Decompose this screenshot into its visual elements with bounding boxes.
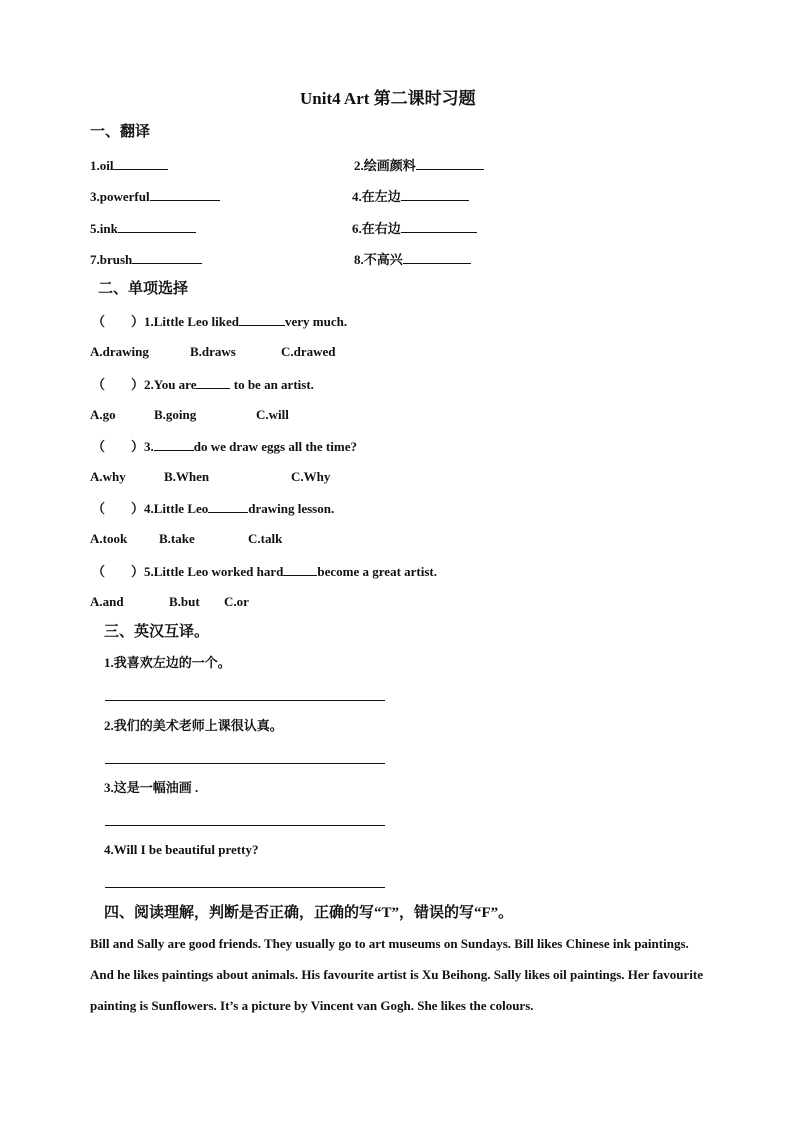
translation-item-label: 5.ink	[90, 221, 118, 236]
choice-option[interactable]: A.go	[90, 407, 116, 422]
answer-blank[interactable]	[150, 189, 220, 201]
translation-item-label: 2.绘画颜料	[354, 158, 416, 173]
worksheet-title: Unit4 Art 第二课时习题	[300, 89, 476, 108]
choice-question	[92, 564, 437, 578]
choice-option[interactable]: A.drawing	[90, 344, 149, 359]
translation-item-label: 8.不高兴	[354, 252, 403, 267]
choice-option[interactable]: B.take	[159, 531, 195, 546]
translation-item-label: 4.在左边	[352, 189, 401, 204]
reading-passage: Bill and Sally are good friends. They usually go to art museums on Sundays. Bill likes Chinese ink paintings. And he likes paintings about animals. His favourite artist is Xu Beihong. Sally likes oil paintings. Her favourite painting is Sunflowers. It’s a picture by Vincent van Gogh. She likes the colours.	[90, 936, 704, 1013]
answer-line[interactable]	[105, 825, 385, 826]
answer-blank[interactable]	[401, 221, 477, 233]
choice-option[interactable]: A.took	[90, 531, 128, 546]
choice-option[interactable]: A.why	[90, 469, 126, 484]
translation-item-label: 7.brush	[90, 252, 133, 267]
choice-question	[92, 501, 334, 515]
answer-blank[interactable]	[154, 439, 194, 451]
translation-item-label: 1.oil	[90, 158, 114, 173]
choice-question	[92, 377, 314, 391]
choice-option[interactable]: A.and	[90, 594, 124, 609]
answer-blank[interactable]	[132, 252, 202, 264]
answer-blank[interactable]	[239, 314, 285, 326]
answer-blank[interactable]	[113, 158, 168, 170]
choice-option[interactable]: B.going	[154, 407, 197, 422]
translation-item-label: 3.powerful	[90, 189, 150, 204]
question-text: （ ）5.Little Leo worked hard	[92, 564, 284, 579]
choice-option[interactable]: B.but	[169, 594, 200, 609]
question-text: （ ）2.You are	[92, 377, 197, 392]
answer-blank[interactable]	[196, 377, 230, 389]
question-text: do we draw eggs all the time?	[193, 439, 357, 454]
section-heading-reading: 四、阅读理解，判断是否正确，正确的写“T”，错误的写“F”。	[104, 905, 514, 921]
choice-option[interactable]: C.Why	[291, 469, 331, 484]
section-heading-translation-sentences: 三、英汉互译。	[104, 624, 210, 640]
answer-blank[interactable]	[118, 221, 196, 233]
question-text: （ ）3.	[92, 439, 154, 454]
translation-item-label: 6.在右边	[352, 221, 401, 236]
choice-question	[92, 314, 347, 328]
question-text: （ ）1.Little Leo liked	[92, 314, 239, 329]
choice-option[interactable]: C.will	[256, 407, 289, 422]
section-heading-translation: 一、翻译	[90, 124, 151, 140]
translation-item	[90, 189, 220, 203]
answer-blank[interactable]	[403, 252, 471, 264]
question-text: （ ）4.Little Leo	[92, 501, 209, 516]
choice-option[interactable]: C.or	[224, 594, 249, 609]
sentence-item: 1.我喜欢左边的一个。	[104, 655, 231, 670]
translation-item	[90, 221, 196, 235]
choice-question	[92, 439, 357, 453]
translation-item	[90, 158, 168, 172]
answer-line[interactable]	[105, 700, 385, 701]
answer-blank[interactable]	[208, 501, 248, 513]
translation-item	[352, 221, 477, 235]
question-text: become a great artist.	[317, 564, 437, 579]
translation-item	[352, 189, 469, 203]
question-text: drawing lesson.	[248, 501, 335, 516]
choice-option[interactable]: B.When	[164, 469, 210, 484]
choice-option[interactable]: B.draws	[190, 344, 236, 359]
answer-line[interactable]	[105, 887, 385, 888]
choice-option[interactable]: C.drawed	[281, 344, 336, 359]
answer-blank[interactable]	[401, 189, 469, 201]
sentence-item: 4.Will I be beautiful pretty?	[104, 842, 259, 857]
sentence-item: 3.这是一幅油画 .	[104, 780, 199, 795]
answer-blank[interactable]	[283, 564, 317, 576]
sentence-item: 2.我们的美术老师上课很认真。	[104, 718, 283, 733]
translation-item	[90, 252, 202, 266]
answer-blank[interactable]	[416, 158, 484, 170]
choice-option[interactable]: C.talk	[248, 531, 283, 546]
translation-item	[354, 252, 471, 266]
section-heading-multiple-choice: 二、单项选择	[98, 281, 189, 297]
question-text: to be an artist.	[230, 377, 314, 392]
question-text: very much.	[284, 314, 348, 329]
answer-line[interactable]	[105, 763, 385, 764]
translation-item	[354, 158, 484, 172]
